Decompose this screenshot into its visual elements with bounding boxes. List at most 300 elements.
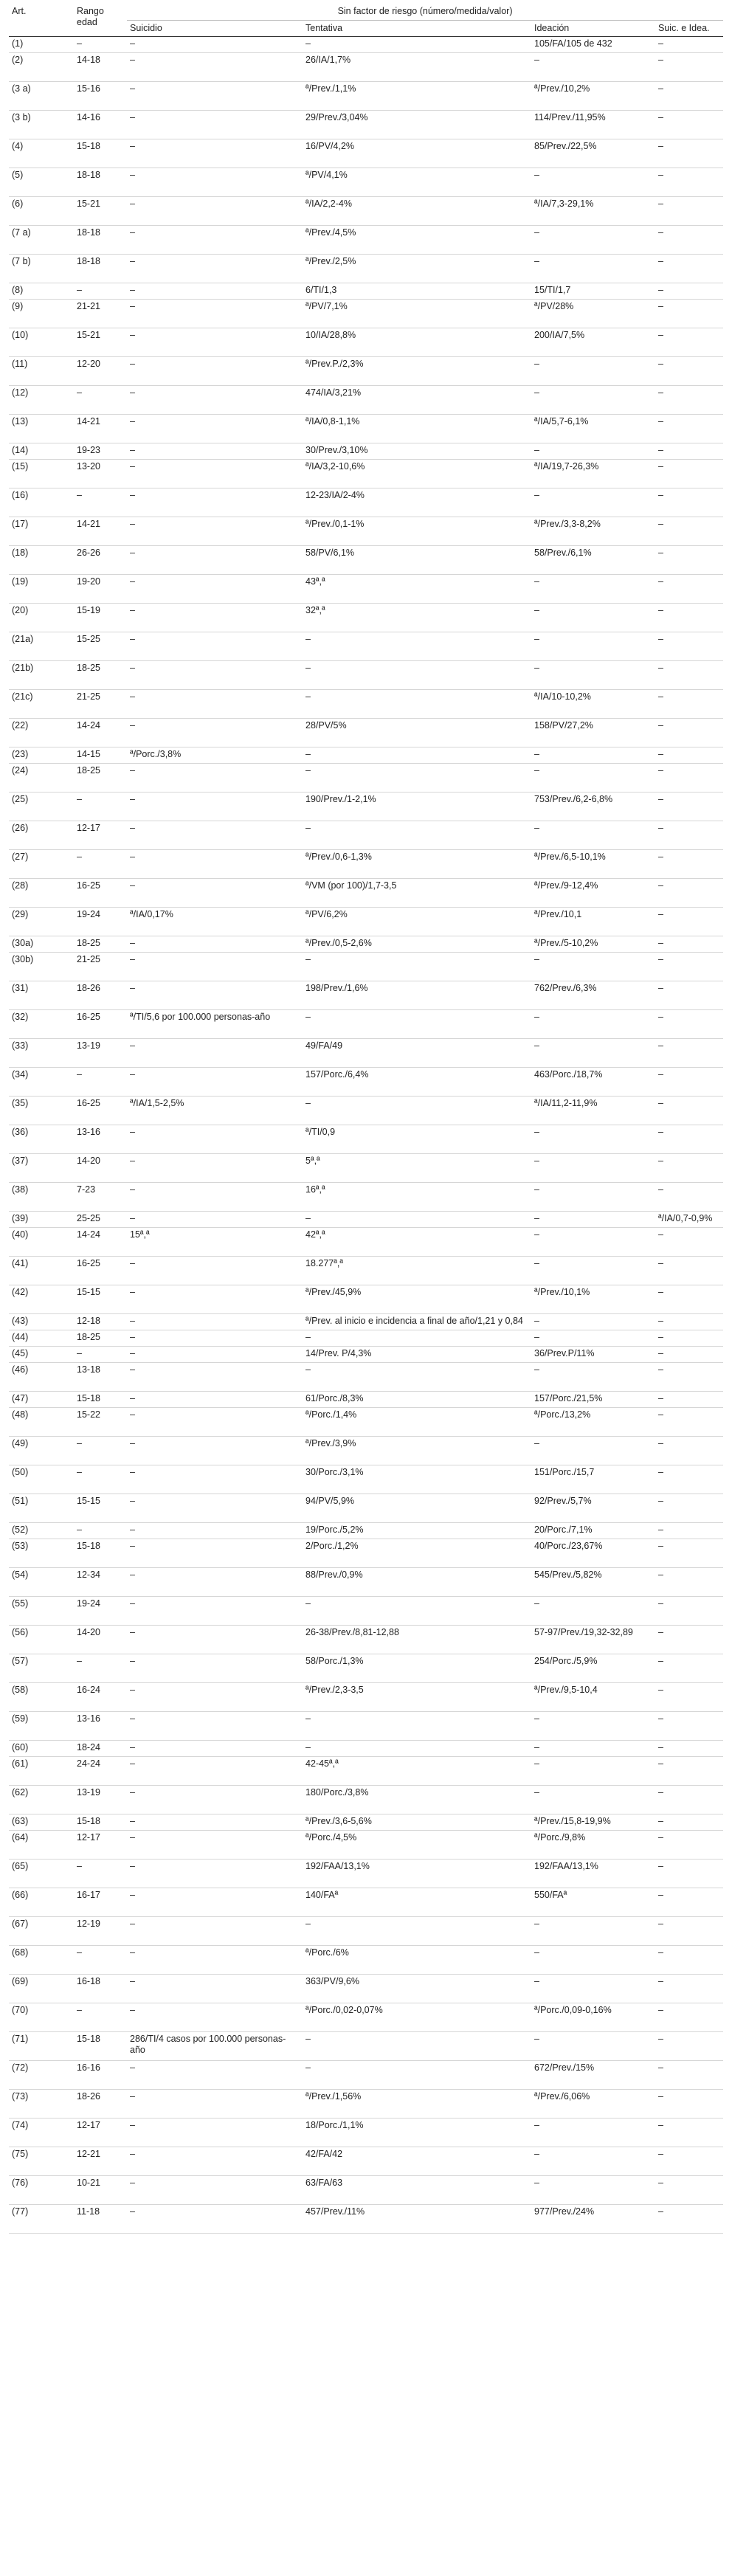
cell-ideacion: ª/Prev./10,2%: [534, 83, 590, 94]
cell-rango-edad: 16-16: [77, 2062, 100, 2073]
table-row: [9, 357, 723, 386]
cell-art: (25): [12, 794, 29, 804]
cell-ideacion: ª/Prev./9,5-10,4: [534, 1685, 598, 1695]
cell-suic-idea: –: [658, 285, 663, 295]
cell-ideacion: ª/Porc./9,8%: [534, 1832, 586, 1843]
cell-art: (57): [12, 1656, 29, 1666]
table-row: [9, 1408, 723, 1437]
cell-tentativa: 157/Porc./6,4%: [305, 1069, 369, 1080]
cell-art: (2): [12, 55, 24, 65]
cell-art: (69): [12, 1976, 29, 1986]
cell-suic-idea: –: [658, 880, 663, 891]
table-row: [9, 386, 723, 415]
cell-tentativa: –: [305, 1364, 311, 1375]
cell-suicidio: –: [130, 330, 135, 340]
cell-suicidio: –: [130, 1524, 135, 1535]
cell-suicidio: –: [130, 1127, 135, 1137]
cell-tentativa: 19/Porc./5,2%: [305, 1524, 364, 1535]
cell-rango-edad: 10-21: [77, 2178, 100, 2188]
cell-art: (38): [12, 1184, 29, 1195]
cell-suicidio: –: [130, 1438, 135, 1448]
cell-tentativa: ª/Porc./4,5%: [305, 1832, 357, 1843]
cell-suicidio: –: [130, 1069, 135, 1080]
cell-art: (3 a): [12, 83, 31, 94]
cell-rango-edad: 15-18: [77, 1393, 100, 1403]
cell-ideacion: 200/IA/7,5%: [534, 330, 585, 340]
cell-suic-idea: –: [658, 198, 663, 209]
cell-tentativa: ª/Porc./1,4%: [305, 1409, 357, 1420]
cell-rango-edad: –: [77, 1656, 82, 1666]
cell-tentativa: ª/PV/6,2%: [305, 909, 348, 919]
cell-tentativa: ª/Prev./45,9%: [305, 1287, 362, 1297]
cell-ideacion: –: [534, 256, 539, 266]
table-row: [9, 1212, 723, 1228]
cell-rango-edad: 16-24: [77, 1685, 100, 1695]
cell-ideacion: 545/Prev./5,82%: [534, 1570, 602, 1580]
cell-art: (24): [12, 765, 29, 776]
cell-suic-idea: –: [658, 141, 663, 151]
table-row: [9, 1097, 723, 1125]
cell-tentativa: ª/Prev.P./2,3%: [305, 359, 364, 369]
table-row: [9, 1154, 723, 1183]
cell-tentativa: ª/Prev./2,5%: [305, 256, 356, 266]
cell-rango-edad: 18-26: [77, 2091, 100, 2102]
cell-suicidio: –: [130, 1040, 135, 1051]
cell-suicidio: –: [130, 1332, 135, 1342]
cell-art: (17): [12, 519, 29, 529]
cell-ideacion: 157/Porc./21,5%: [534, 1393, 603, 1403]
cell-art: (26): [12, 823, 29, 833]
cell-suic-idea: –: [658, 38, 663, 49]
table-row: [9, 661, 723, 690]
cell-tentativa: –: [305, 749, 311, 759]
cell-ideacion: –: [534, 1438, 539, 1448]
cell-suicidio: –: [130, 2178, 135, 2188]
table-row: [9, 1683, 723, 1712]
cell-ideacion: –: [534, 490, 539, 500]
table-row: [9, 1917, 723, 1946]
cell-tentativa: ª/IA/2,2-4%: [305, 198, 352, 209]
table-row: [9, 1712, 723, 1741]
header-rango-edad: Rango edad: [74, 0, 127, 37]
cell-tentativa: 32ª,ª: [305, 605, 325, 615]
cell-ideacion: 672/Prev./15%: [534, 2062, 595, 2073]
table-row: [9, 1183, 723, 1212]
cell-art: (52): [12, 1524, 29, 1535]
cell-art: (67): [12, 1919, 29, 1929]
cell-rango-edad: 19-20: [77, 576, 100, 587]
cell-art: (6): [12, 198, 24, 209]
cell-suic-idea: –: [658, 1570, 663, 1580]
cell-suicidio: –: [130, 852, 135, 862]
cell-tentativa: –: [305, 765, 311, 776]
cell-suicidio: –: [130, 170, 135, 180]
cell-art: (46): [12, 1364, 29, 1375]
cell-tentativa: –: [305, 1919, 311, 1929]
cell-tentativa: ª/Prev./3,6-5,6%: [305, 1816, 372, 1826]
cell-rango-edad: –: [77, 490, 82, 500]
cell-suicidio: –: [130, 2120, 135, 2130]
cell-rango-edad: 12-21: [77, 2149, 100, 2159]
cell-suic-idea: –: [658, 1861, 663, 1871]
cell-ideacion: ª/Porc./0,09-0,16%: [534, 2005, 612, 2015]
cell-suic-idea: –: [658, 1742, 663, 1753]
cell-rango-edad: 14-24: [77, 1229, 100, 1240]
cell-tentativa: 42-45ª,ª: [305, 1758, 339, 1769]
cell-rango-edad: 25-25: [77, 1213, 100, 1223]
cell-tentativa: –: [305, 1713, 311, 1724]
cell-art: (7 b): [12, 256, 31, 266]
cell-tentativa: 12-23/IA/2-4%: [305, 490, 365, 500]
table-row: [9, 488, 723, 517]
table-row: [9, 1039, 723, 1068]
cell-ideacion: 57-97/Prev./19,32-32,89: [534, 1627, 633, 1637]
cell-suic-idea: –: [658, 227, 663, 238]
cell-suic-idea: –: [658, 1541, 663, 1551]
cell-suicidio: –: [130, 1348, 135, 1358]
cell-tentativa: ª/Prev./1,1%: [305, 83, 356, 94]
cell-suicidio: –: [130, 1890, 135, 1900]
cell-tentativa: –: [305, 1012, 311, 1022]
cell-suicidio: –: [130, 1598, 135, 1609]
cell-rango-edad: 15-18: [77, 1816, 100, 1826]
cell-suic-idea: –: [658, 1816, 663, 1826]
cell-rango-edad: 24-24: [77, 1758, 100, 1769]
table-row: [9, 226, 723, 255]
cell-suic-idea: –: [658, 1713, 663, 1724]
table-row: [9, 632, 723, 661]
cell-suic-idea: –: [658, 1229, 663, 1240]
cell-art: (1): [12, 38, 24, 49]
cell-rango-edad: –: [77, 1861, 82, 1871]
cell-art: (65): [12, 1861, 29, 1871]
header-suic-idea: Suic. e Idea.: [655, 21, 723, 37]
cell-suicidio: –: [130, 55, 135, 65]
cell-suic-idea: –: [658, 1685, 663, 1695]
table-row: [9, 2032, 723, 2061]
cell-ideacion: –: [534, 1758, 539, 1769]
cell-art: (23): [12, 749, 29, 759]
cell-tentativa: 42ª,ª: [305, 1229, 325, 1240]
cell-ideacion: ª/PV/28%: [534, 301, 574, 311]
cell-ideacion: 36/Prev.P/11%: [534, 1348, 595, 1358]
cell-suic-idea: –: [658, 1127, 663, 1137]
cell-suicidio: –: [130, 1758, 135, 1769]
cell-ideacion: ª/IA/19,7-26,3%: [534, 461, 599, 472]
cell-tentativa: 140/FAª: [305, 1890, 339, 1900]
cell-ideacion: –: [534, 634, 539, 644]
cell-suic-idea: –: [658, 1409, 663, 1420]
cell-rango-edad: –: [77, 1069, 82, 1080]
cell-art: (74): [12, 2120, 29, 2130]
cell-rango-edad: –: [77, 1348, 82, 1358]
cell-art: (19): [12, 576, 29, 587]
cell-art: (42): [12, 1287, 29, 1297]
table-row: [9, 1568, 723, 1597]
cell-suicidio: –: [130, 1541, 135, 1551]
cell-ideacion: –: [534, 749, 539, 759]
cell-art: (70): [12, 2005, 29, 2015]
cell-rango-edad: 21-25: [77, 954, 100, 964]
cell-tentativa: ª/PV/7,1%: [305, 301, 348, 311]
cell-tentativa: 457/Prev./11%: [305, 2206, 365, 2217]
cell-suic-idea: –: [658, 2062, 663, 2073]
cell-suicidio: –: [130, 490, 135, 500]
cell-art: (22): [12, 720, 29, 731]
cell-tentativa: ª/Porc./6%: [305, 1947, 349, 1958]
table-row: [9, 1626, 723, 1654]
cell-art: (15): [12, 461, 29, 472]
cell-rango-edad: 12-18: [77, 1316, 100, 1326]
cell-rango-edad: 12-34: [77, 1570, 100, 1580]
cell-suicidio: –: [130, 227, 135, 238]
cell-tentativa: 26/IA/1,7%: [305, 55, 351, 65]
cell-suic-idea: –: [658, 1364, 663, 1375]
cell-suic-idea: –: [658, 2091, 663, 2102]
cell-suic-idea: –: [658, 112, 663, 122]
table-row: [9, 2090, 723, 2119]
cell-tentativa: ª/Prev. al inicio e incidencia a final de año/1,21 y 0,84: [305, 1316, 523, 1326]
table-row: [9, 1363, 723, 1392]
cell-art: (37): [12, 1156, 29, 1166]
cell-suic-idea: –: [658, 2005, 663, 2015]
cell-suic-idea: –: [658, 605, 663, 615]
table-row: [9, 747, 723, 764]
cell-tentativa: –: [305, 1742, 311, 1753]
table-row: [9, 1757, 723, 1786]
cell-rango-edad: 18-25: [77, 938, 100, 948]
cell-tentativa: –: [305, 823, 311, 833]
cell-rango-edad: 16-25: [77, 1258, 100, 1268]
cell-suicidio: –: [130, 387, 135, 398]
cell-suicidio: –: [130, 1685, 135, 1695]
cell-art: (12): [12, 387, 29, 398]
table-row: [9, 1814, 723, 1831]
header-tentativa: Tentativa: [303, 21, 531, 37]
cell-ideacion: 151/Porc./15,7: [534, 1467, 595, 1477]
cell-suic-idea: –: [658, 416, 663, 427]
cell-rango-edad: 11-18: [77, 2206, 100, 2217]
cell-art: (64): [12, 1832, 29, 1843]
cell-rango-edad: 7-23: [77, 1184, 96, 1195]
cell-rango-edad: 14-15: [77, 749, 100, 759]
cell-suic-idea: –: [658, 1890, 663, 1900]
cell-ideacion: ª/IA/5,7-6,1%: [534, 416, 589, 427]
table-row: [9, 168, 723, 197]
cell-rango-edad: –: [77, 1524, 82, 1535]
cell-tentativa: 474/IA/3,21%: [305, 387, 362, 398]
cell-ideacion: –: [534, 2149, 539, 2159]
cell-suic-idea: –: [658, 1438, 663, 1448]
cell-suicidio: –: [130, 1832, 135, 1843]
cell-rango-edad: 15-15: [77, 1496, 100, 1506]
cell-ideacion: ª/IA/7,3-29,1%: [534, 198, 594, 209]
table-row: [9, 517, 723, 546]
cell-art: (36): [12, 1127, 29, 1137]
cell-rango-edad: 15-18: [77, 1541, 100, 1551]
cell-ideacion: –: [534, 823, 539, 833]
cell-suicidio: –: [130, 2091, 135, 2102]
header-suicidio: Suicidio: [127, 21, 303, 37]
cell-suic-idea: –: [658, 1393, 663, 1403]
cell-suic-idea: –: [658, 1496, 663, 1506]
cell-suic-idea: –: [658, 691, 663, 702]
cell-tentativa: 18.277ª,ª: [305, 1258, 343, 1268]
cell-rango-edad: 18-18: [77, 170, 100, 180]
cell-rango-edad: 15-21: [77, 330, 100, 340]
cell-suic-idea: –: [658, 2206, 663, 2217]
cell-rango-edad: 16-18: [77, 1976, 100, 1986]
cell-rango-edad: 16-17: [77, 1890, 100, 1900]
table-row: [9, 575, 723, 604]
cell-tentativa: 5ª,ª: [305, 1156, 320, 1166]
cell-suic-idea: –: [658, 2178, 663, 2188]
cell-tentativa: ª/Prev./1,56%: [305, 2091, 362, 2102]
cell-suic-idea: –: [658, 170, 663, 180]
cell-suicidio: –: [130, 2149, 135, 2159]
cell-suic-idea: –: [658, 1758, 663, 1769]
cell-suic-idea: –: [658, 1348, 663, 1358]
cell-ideacion: –: [534, 170, 539, 180]
cell-ideacion: –: [534, 1156, 539, 1166]
cell-suicidio: –: [130, 1713, 135, 1724]
cell-suic-idea: –: [658, 1467, 663, 1477]
cell-suic-idea: –: [658, 794, 663, 804]
cell-ideacion: 114/Prev./11,95%: [534, 112, 606, 122]
cell-suicidio: –: [130, 1627, 135, 1637]
cell-art: (51): [12, 1496, 29, 1506]
cell-tentativa: 61/Porc./8,3%: [305, 1393, 364, 1403]
cell-ideacion: ª/Prev./6,06%: [534, 2091, 590, 2102]
cell-tentativa: –: [305, 691, 311, 702]
cell-suicidio: –: [130, 2062, 135, 2073]
cell-rango-edad: 12-17: [77, 2120, 100, 2130]
cell-suic-idea: –: [658, 330, 663, 340]
table-row: [9, 1392, 723, 1408]
cell-tentativa: 29/Prev./3,04%: [305, 112, 368, 122]
table-row: [9, 1539, 723, 1568]
table-row: [9, 981, 723, 1010]
cell-suic-idea: –: [658, 1069, 663, 1080]
cell-ideacion: –: [534, 1316, 539, 1326]
cell-suicidio: 286/TI/4 casos por 100.000 personas-año: [130, 2034, 286, 2055]
cell-ideacion: 105/FA/105 de 432: [534, 38, 612, 49]
cell-ideacion: ª/Prev./10,1: [534, 909, 582, 919]
cell-rango-edad: 13-19: [77, 1787, 100, 1798]
cell-ideacion: –: [534, 663, 539, 673]
table-row: [9, 82, 723, 111]
cell-ideacion: –: [534, 605, 539, 615]
cell-art: (48): [12, 1409, 29, 1420]
cell-ideacion: –: [534, 576, 539, 587]
table-row: [9, 328, 723, 357]
cell-art: (45): [12, 1348, 29, 1358]
cell-suicidio: ª/IA/0,17%: [130, 909, 173, 919]
cell-ideacion: –: [534, 387, 539, 398]
cell-suic-idea: –: [658, 1258, 663, 1268]
cell-tentativa: ª/Prev./2,3-3,5: [305, 1685, 364, 1695]
table-row: [9, 1228, 723, 1257]
cell-art: (35): [12, 1098, 29, 1108]
cell-suic-idea: –: [658, 1040, 663, 1051]
cell-suicidio: –: [130, 1213, 135, 1223]
cell-ideacion: 254/Porc./5,9%: [534, 1656, 598, 1666]
cell-rango-edad: 15-16: [77, 83, 100, 94]
cell-tentativa: ª/Prev./0,6-1,3%: [305, 852, 372, 862]
cell-ideacion: ª/Prev./10,1%: [534, 1287, 590, 1297]
cell-rango-edad: 13-20: [77, 461, 100, 472]
cell-suicidio: –: [130, 2206, 135, 2217]
cell-suic-idea: –: [658, 1524, 663, 1535]
cell-tentativa: 2/Porc./1,2%: [305, 1541, 359, 1551]
cell-suic-idea: –: [658, 359, 663, 369]
cell-suicidio: –: [130, 1316, 135, 1326]
cell-suicidio: –: [130, 141, 135, 151]
cell-suic-idea: –: [658, 1832, 663, 1843]
table-row: [9, 2147, 723, 2176]
cell-art: (7 a): [12, 227, 31, 238]
cell-suic-idea: –: [658, 490, 663, 500]
cell-tentativa: ª/Prev./0,5-2,6%: [305, 938, 372, 948]
cell-ideacion: –: [534, 1713, 539, 1724]
cell-suicidio: –: [130, 2005, 135, 2015]
cell-rango-edad: –: [77, 852, 82, 862]
cell-tentativa: 30/Porc./3,1%: [305, 1467, 364, 1477]
cell-suic-idea: –: [658, 1184, 663, 1195]
cell-suicidio: –: [130, 1656, 135, 1666]
cell-suic-idea: –: [658, 983, 663, 993]
cell-art: (5): [12, 170, 24, 180]
cell-ideacion: –: [534, 1947, 539, 1958]
cell-rango-edad: –: [77, 285, 82, 295]
cell-rango-edad: 16-25: [77, 880, 100, 891]
cell-suicidio: –: [130, 1287, 135, 1297]
table-row: [9, 850, 723, 879]
cell-art: (11): [12, 359, 28, 369]
table-row: [9, 1831, 723, 1860]
cell-art: (34): [12, 1069, 29, 1080]
cell-tentativa: ª/IA/3,2-10,6%: [305, 461, 365, 472]
cell-suicidio: –: [130, 983, 135, 993]
cell-suicidio: –: [130, 576, 135, 587]
cell-ideacion: –: [534, 1229, 539, 1240]
cell-ideacion: –: [534, 954, 539, 964]
cell-tentativa: 28/PV/5%: [305, 720, 347, 731]
cell-ideacion: ª/IA/11,2-11,9%: [534, 1098, 598, 1108]
cell-ideacion: 15/TI/1,7: [534, 285, 571, 295]
cell-art: (16): [12, 490, 29, 500]
table-row: [9, 197, 723, 226]
cell-rango-edad: 19-24: [77, 909, 100, 919]
cell-ideacion: 192/FAA/13,1%: [534, 1861, 598, 1871]
table-row: [9, 1975, 723, 2003]
cell-ideacion: 158/PV/27,2%: [534, 720, 593, 731]
table-row: [9, 255, 723, 283]
cell-art: (30b): [12, 954, 34, 964]
cell-tentativa: 180/Porc./3,8%: [305, 1787, 369, 1798]
cell-rango-edad: 18-25: [77, 765, 100, 776]
table-row: [9, 1888, 723, 1917]
cell-ideacion: –: [534, 1258, 539, 1268]
cell-suicidio: –: [130, 720, 135, 731]
table-row: [9, 300, 723, 328]
cell-suicidio: –: [130, 938, 135, 948]
table-row: [9, 604, 723, 632]
cell-tentativa: 63/FA/63: [305, 2178, 343, 2188]
cell-art: (21a): [12, 634, 34, 644]
cell-art: (73): [12, 2091, 29, 2102]
cell-rango-edad: 13-16: [77, 1127, 100, 1137]
